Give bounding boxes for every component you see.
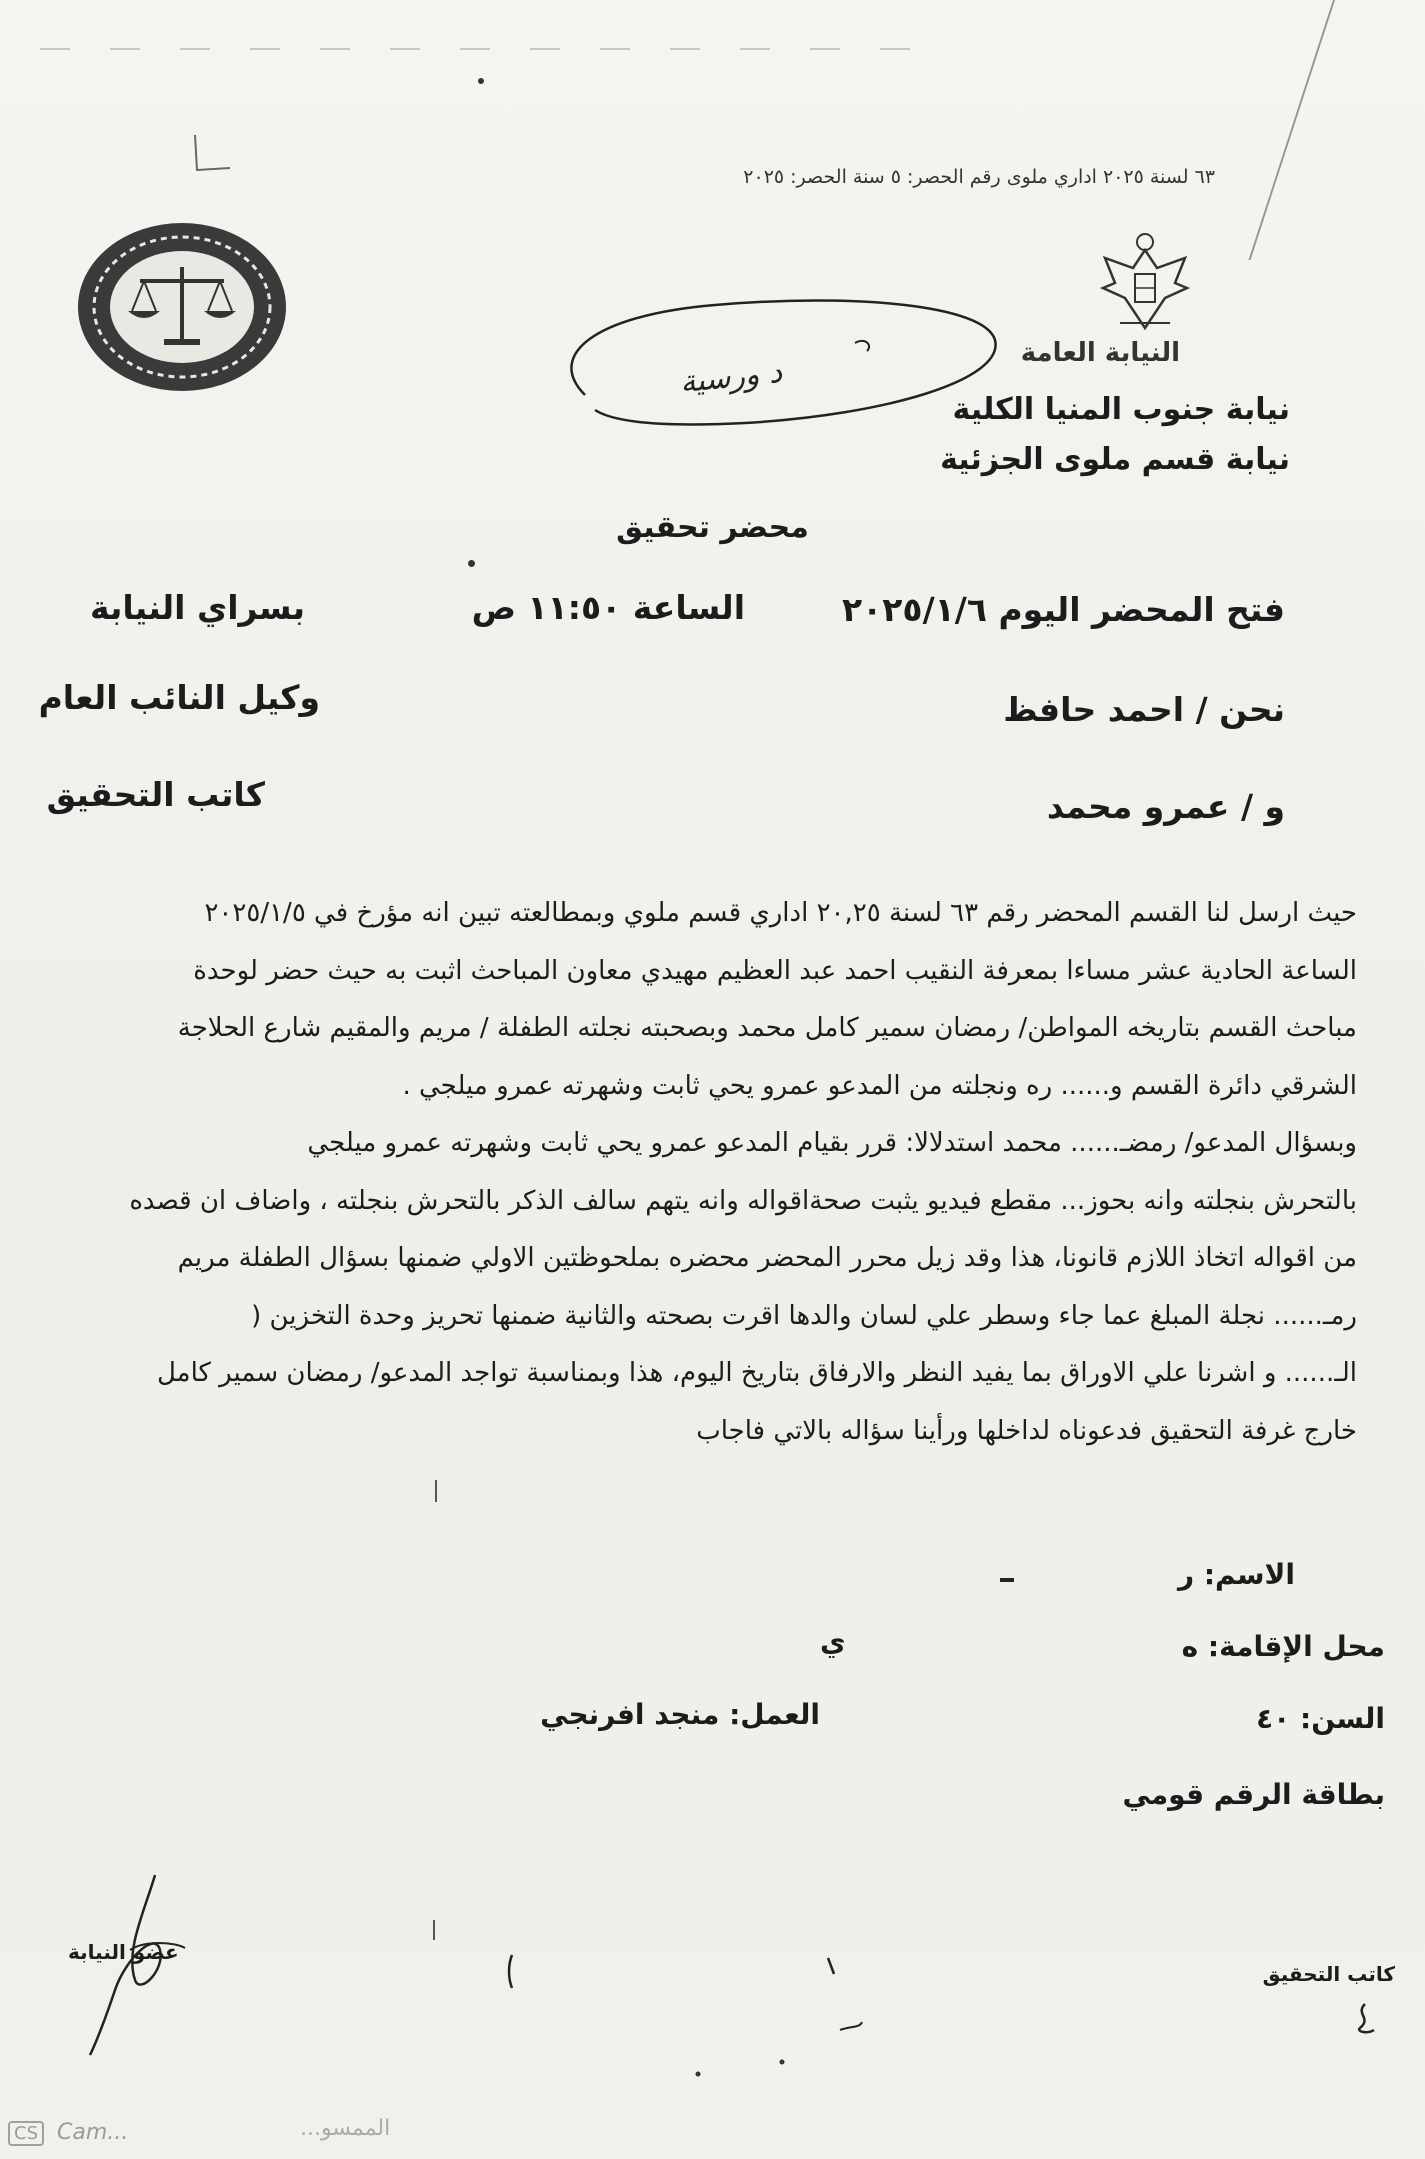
body-line: وبسؤال المدعو/ رمضـ...... محمد استدلالا: قرر بقيام المدعو عمرو يحي ثابت وشهرته عمرو ميلجي xyxy=(307,1128,1357,1158)
clerk-signature-label: كاتب التحقيق xyxy=(1262,1962,1395,1986)
field-age: السن: ٤٠ xyxy=(1256,1702,1385,1735)
clerk-name: و / عمرو محمد xyxy=(1046,787,1285,826)
clerk-signature-icon xyxy=(1350,2000,1380,2040)
body-line: رمـ...... نجلة المبلغ عما جاء وسطر علي لسان والدها اقرت بصحته والثانية ضمنها تحريز وحدة التخزين ( xyxy=(251,1300,1357,1331)
body-paragraph xyxy=(27,885,1357,1460)
header-line-1: نيابة جنوب المنيا الكلية xyxy=(952,392,1290,427)
body-line: الشرقي دائرة القسم و...... ره ونجلته من المدعو عمرو يحي ثابت وشهرته عمرو ميلجي . xyxy=(402,1070,1357,1101)
scanner-badge: CS xyxy=(8,2121,44,2146)
prosecutor-role: وكيل النائب العام xyxy=(38,678,320,717)
body-line: من اقواله اتخاذ اللازم قانونا، هذا وقد زيل محرر المحضر محضره بملحوظتين الاولي ضمنها بسؤال الطفلة مريم xyxy=(177,1243,1357,1273)
field-job: العمل: منجد افرنجي xyxy=(540,1698,820,1731)
scanner-watermark-arabic: الممسو... xyxy=(300,2116,391,2141)
corner-tick-mark-icon xyxy=(175,130,235,190)
stray-dot xyxy=(468,560,475,567)
handwritten-note: د ورسية xyxy=(678,354,784,401)
stray-pen-marks-icon xyxy=(500,1950,900,2080)
body-line: خارج غرفة التحقيق فدعوناه لداخلها ورأينا سؤاله بالاتي فاجاب xyxy=(696,1415,1357,1446)
body-line: بالتحرش بنجلته وانه بحوز... مقطع فيديو يثبت صحةاقواله وانه يتهم سالف الذكر بالتحرش بنجلته ، واضاف ان قصده xyxy=(129,1185,1357,1216)
justice-seal-icon xyxy=(72,215,292,395)
body-line: الـ...... و اشرنا علي الاوراق بما يفيد النظر والارفاق بتاريخ اليوم، هذا وبمناسبة تواجد المدعو/ رمضان سمير كامل xyxy=(156,1358,1357,1388)
opening-time: الساعة ١١:٥٠ ص xyxy=(471,588,745,627)
handwritten-oval-note-icon xyxy=(555,285,1015,440)
emblem-caption: النيابة العامة xyxy=(1020,338,1180,368)
eagle-emblem-icon xyxy=(1085,228,1205,338)
case-reference: ٦٣ لسنة ٢٠٢٥ اداري ملوى رقم الحصر: ٥ سنة الحصر: ٢٠٢٥ xyxy=(743,166,1215,188)
stray-tick xyxy=(435,1480,437,1502)
clerk-role: كاتب التحقيق xyxy=(46,775,265,814)
body-line: الساعة الحادية عشر مساءا بمعرفة النقيب احمد عبد العظيم مهيدي معاون المباحث اثبت به حيث حضر لوحدة xyxy=(193,955,1357,986)
prosecutor-signature-label: عضو النيابة xyxy=(68,1940,179,1964)
body-line: مباحث القسم بتاريخه المواطن/ رمضان سمير كامل محمد وبصحبته نجلته الطفلة / مريم والمقيم شارع الحلاجة xyxy=(177,1013,1357,1043)
opening-location: بسراي النيابة xyxy=(90,588,305,627)
redaction-mark xyxy=(1000,1578,1014,1582)
field-national-id: بطاقة الرقم قومي xyxy=(1122,1778,1385,1811)
scanner-watermark xyxy=(8,2120,128,2146)
scanner-text: Cam... xyxy=(57,2120,129,2145)
opening-date: فتح المحضر اليوم ٢٠٢٥/١/٦ xyxy=(842,590,1285,629)
page-fold-line xyxy=(1249,0,1425,260)
stray-dot xyxy=(478,78,484,84)
page-title: محضر تحقيق xyxy=(616,510,809,545)
field-residence-fragment: ي xyxy=(820,1625,846,1658)
scan-edge-marks xyxy=(40,48,920,50)
field-residence: محل الإقامة: ه xyxy=(1181,1630,1385,1663)
field-name: الاسم: ر xyxy=(1177,1558,1295,1591)
prosecutor-name: نحن / احمد حافظ xyxy=(1003,690,1285,729)
stray-tick xyxy=(433,1920,435,1940)
header-line-2: نيابة قسم ملوى الجزئية xyxy=(940,442,1290,477)
body-line: حيث ارسل لنا القسم المحضر رقم ٦٣ لسنة ٢٠,٢٥ اداري قسم ملوي وبمطالعته تبين انه مؤرخ في ٢٠٢٥/١/٥ xyxy=(204,898,1357,928)
prosecutor-signature-icon xyxy=(85,1870,195,2060)
